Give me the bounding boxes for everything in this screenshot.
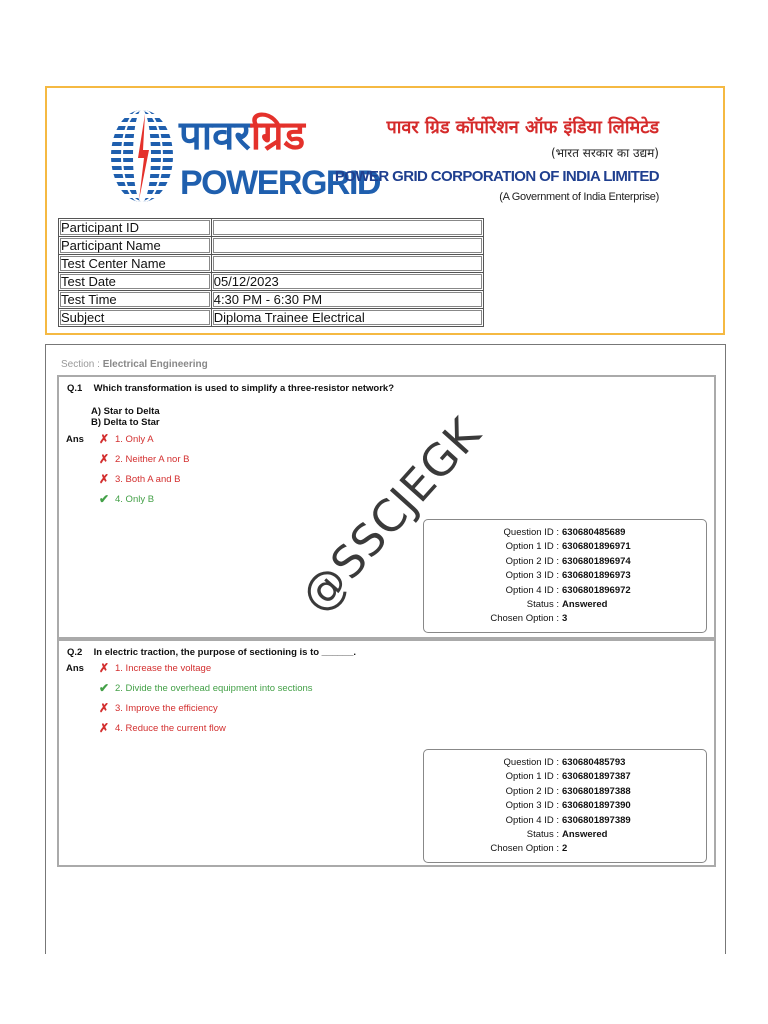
row-label: Participant ID [59, 219, 212, 237]
meta-key: Question ID : [503, 527, 559, 538]
question-meta-box [423, 749, 707, 863]
logo-hindi-prefix: पावर [179, 113, 251, 159]
meta-row [424, 612, 706, 626]
row-value: Diploma Trainee Electrical [211, 309, 483, 327]
org-name-hindi: पावर ग्रिड कॉर्पोरेशन ऑफ इंडिया लिमिटेड [386, 117, 659, 138]
meta-value: 6306801897387 [562, 771, 631, 783]
question-text [67, 383, 394, 394]
row-label: Test Date [59, 273, 212, 291]
cross-icon: ✗ [99, 701, 110, 715]
meta-value: 630680485793 [562, 757, 626, 768]
row-value: 4:30 PM - 6:30 PM [211, 291, 483, 309]
option-1 [99, 432, 154, 446]
statement-b: B) Delta to Star [91, 417, 160, 428]
row-label: Participant Name [59, 237, 212, 255]
header-box [45, 86, 725, 335]
option-text: 4. Reduce the current flow [115, 723, 226, 734]
meta-key: Status : [526, 598, 559, 610]
option-text: 2. Neither A nor B [115, 454, 190, 465]
option-4 [99, 492, 154, 506]
section-prefix: Section : [61, 359, 100, 370]
meta-key: Option 1 ID : [505, 541, 559, 553]
meta-row [424, 569, 706, 583]
participant-info-table [58, 218, 484, 327]
meta-value: 6306801896972 [562, 584, 631, 596]
response-sheet [45, 344, 726, 954]
cross-icon: ✗ [99, 472, 110, 486]
row-label: Subject [59, 309, 212, 327]
logo-hindi-text [179, 114, 305, 158]
org-tagline-english: (A Government of India Enterprise) [499, 191, 659, 203]
meta-row [424, 785, 706, 799]
watermark: @SSCJEGK [291, 408, 492, 623]
meta-value: Answered [562, 828, 608, 840]
meta-value: 3 [562, 613, 568, 625]
table-row [59, 309, 484, 327]
table-row [59, 291, 484, 309]
meta-key: Chosen Option : [490, 613, 559, 625]
row-value: 05/12/2023 [211, 273, 483, 291]
meta-key: Option 3 ID : [505, 570, 559, 582]
ans-label: Ans [66, 434, 84, 445]
powergrid-emblem-icon [109, 108, 175, 204]
meta-value: 2 [562, 843, 568, 855]
option-text: 4. Only B [115, 494, 155, 505]
row-value [211, 219, 483, 237]
question-card [57, 639, 716, 867]
option-text: 1. Increase the voltage [115, 663, 212, 674]
row-label: Test Time [59, 291, 212, 309]
logo-english-text: POWERGRID [180, 164, 380, 202]
meta-row [424, 799, 706, 813]
row-value [211, 255, 483, 273]
option-text: 3. Both A and B [115, 474, 181, 485]
meta-value: 630680485689 [562, 527, 626, 538]
option-2 [99, 681, 313, 695]
meta-key: Status : [526, 828, 559, 840]
cross-icon: ✗ [99, 661, 110, 675]
meta-row [424, 555, 706, 569]
meta-key: Option 3 ID : [505, 800, 559, 812]
question-body: Which transformation is used to simplify a three-resistor network? [93, 383, 394, 394]
question-meta-box [423, 519, 707, 633]
question-number: Q.2 [67, 647, 83, 658]
check-icon: ✔ [99, 681, 110, 695]
meta-key: Chosen Option : [490, 843, 559, 855]
option-text: 2. Divide the overhead equipment into sections [115, 683, 313, 694]
option-4 [99, 721, 226, 735]
meta-key: Question ID : [503, 757, 559, 768]
meta-key: Option 1 ID : [505, 771, 559, 783]
meta-value: 6306801897389 [562, 814, 631, 826]
check-icon: ✔ [99, 492, 110, 506]
meta-row [424, 756, 706, 770]
meta-row [424, 770, 706, 784]
meta-value: 6306801897388 [562, 785, 631, 797]
cross-icon: ✗ [99, 452, 110, 466]
meta-row [424, 598, 706, 612]
option-3 [99, 472, 181, 486]
meta-row [424, 526, 706, 540]
meta-row [424, 540, 706, 554]
section-label [61, 359, 208, 370]
option-2 [99, 452, 189, 466]
org-name-english: POWER GRID CORPORATION OF INDIA LIMITED [334, 168, 659, 185]
meta-key: Option 4 ID : [505, 814, 559, 826]
meta-key: Option 4 ID : [505, 584, 559, 596]
meta-row [424, 584, 706, 598]
meta-value: 6306801897390 [562, 800, 631, 812]
cross-icon: ✗ [99, 721, 110, 735]
section-name: Electrical Engineering [102, 359, 208, 370]
cross-icon: ✗ [99, 432, 110, 446]
meta-row [424, 842, 706, 856]
table-row [59, 237, 484, 255]
meta-value: Answered [562, 598, 608, 610]
question-text [67, 647, 356, 658]
meta-key: Option 2 ID : [505, 555, 559, 567]
meta-row [424, 814, 706, 828]
option-text: 1. Only A [115, 434, 154, 445]
logo-hindi-suffix: ग्रिड [250, 113, 306, 159]
option-text: 3. Improve the efficiency [115, 703, 218, 714]
meta-value: 6306801896973 [562, 570, 631, 582]
table-row [59, 273, 484, 291]
ans-label: Ans [66, 663, 84, 674]
option-3 [99, 701, 218, 715]
row-label: Test Center Name [59, 255, 212, 273]
option-1 [99, 661, 211, 675]
meta-value: 6306801896974 [562, 555, 631, 567]
row-value [211, 237, 483, 255]
meta-value: 6306801896971 [562, 541, 631, 553]
table-row [59, 219, 484, 237]
statement-a: A) Star to Delta [91, 406, 160, 417]
question-number: Q.1 [67, 383, 83, 394]
table-row [59, 255, 484, 273]
org-tagline-hindi: (भारत सरकार का उद्यम) [551, 146, 659, 160]
meta-key: Option 2 ID : [505, 785, 559, 797]
meta-row [424, 828, 706, 842]
question-body: In electric traction, the purpose of sectioning is to ______. [93, 647, 357, 658]
